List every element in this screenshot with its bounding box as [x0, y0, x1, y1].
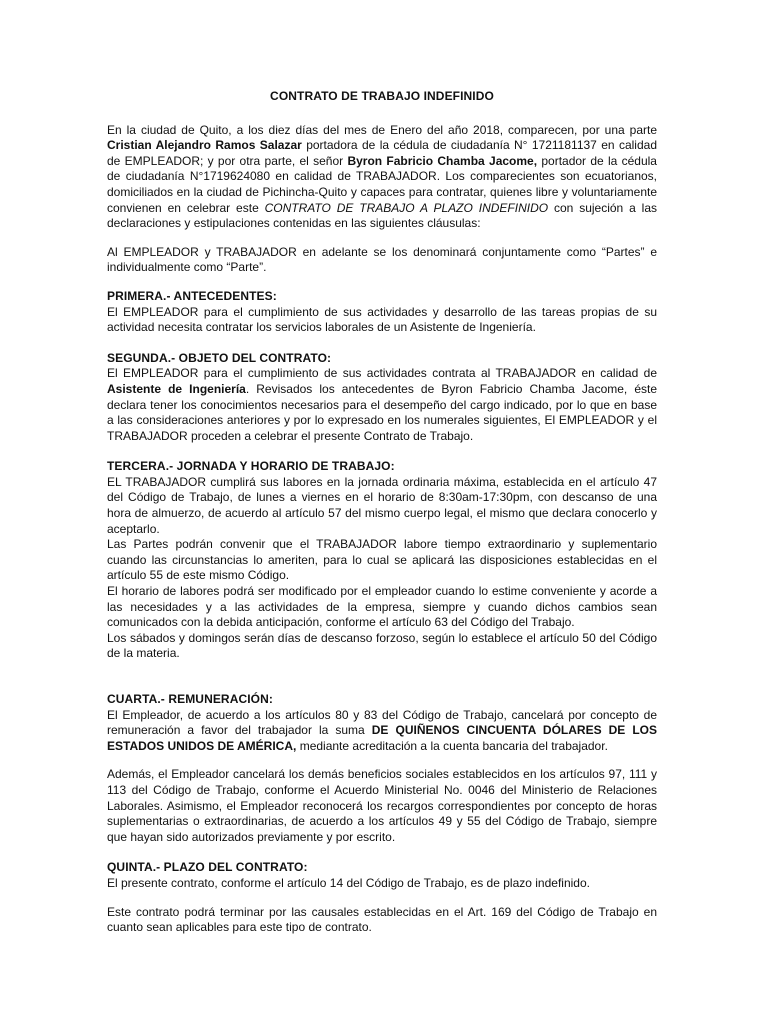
tercera-p2: Las Partes podrán convenir que el TRABAJADOR labore tiempo extraordinario y suplementario cuando las circunstancias lo ameriten, para lo cual se aplicará las disposiciones establecidas en el artículo 55 de este mismo Código.: [107, 537, 657, 583]
document-title: CONTRATO DE TRABAJO INDEFINIDO: [270, 89, 494, 103]
parties-paragraph: Al EMPLEADOR y TRABAJADOR en adelante se los denominará conjuntamente como “Partes” e individualmente como “Parte”.: [107, 244, 657, 275]
heading-tercera: TERCERA.- JORNADA Y HORARIO DE TRABAJO:: [107, 459, 395, 474]
quinta-p2: Este contrato podrá terminar por las causales establecidas en el Art. 169 del Código de Trabajo en cuanto sean aplicables para este tipo de contrato.: [107, 904, 657, 935]
cuarta-p2: Además, el Empleador cancelará los demás beneficios sociales establecidos en los artículos 97, 111 y 113 del Código de Trabajo, conforme el Acuerdo Ministerial No. 0046 del Ministerio de Relaciones Laborales. Asimismo, el Empleador reconocerá los recargos correspondientes por concepto de horas suplementarias o extraordinarias, de acuerdo a los artículos 49 y 55 del Código de Trabajo, siempre que hayan sido autorizados previamente y por escrito.: [107, 767, 657, 844]
intro-text-4: con sujeción a las declaraciones y estipulaciones contenidas en las siguientes cláusulas:: [107, 200, 657, 231]
segunda-text-2: . Revisados los antecedentes de Byron Fabricio Chamba Jacome, éste declara tener los conocimientos necesarios para el desempeño del cargo indicado, por lo que en base a las consideraciones anteriores y por lo expresado en los numerales siguientes, El EMPLEADOR y el TRABAJADOR proceden a celebrar el presente Contrato de Trabajo.: [107, 381, 658, 443]
tercera-p1: EL TRABAJADOR cumplirá sus labores en la jornada ordinaria máxima, establecida en el artículo 47 del Código de Trabajo, de lunes a viernes en el horario de 8:30am-17:30pm, con descanso de una hora de almuerzo, de acuerdo al artículo 57 del mismo cuerpo legal, el mismo que declara conocerlo y aceptarlo.: [107, 474, 657, 536]
heading-segunda: SEGUNDA.- OBJETO DEL CONTRATO:: [107, 350, 332, 365]
heading-quinta: QUINTA.- PLAZO DEL CONTRATO:: [107, 860, 308, 875]
employer-name: Cristian Alejandro Ramos Salazar: [107, 138, 302, 153]
position-name: Asistente de Ingeniería: [107, 381, 246, 396]
intro-text-2: portadora de la cédula de ciudadanía N° 1721181137 en calidad de EMPLEADOR; y por otra parte, el señor: [107, 138, 657, 168]
section-quinta: [107, 860, 657, 935]
cuarta-text-2: mediante acreditación a la cuenta bancaria del trabajador.: [296, 738, 608, 753]
section-segunda: [107, 351, 657, 445]
cuarta-text-1: El Empleador, de acuerdo a los artículos 80 y 83 del Código de Trabajo, cancelará por concepto de remuneración a favor del trabajador la suma: [107, 707, 657, 738]
quinta-p1: El presente contrato, conforme el artículo 14 del Código de Trabajo, es de plazo indefinido.: [107, 875, 590, 890]
intro-paragraph: [107, 123, 657, 232]
tercera-p4: Los sábados y domingos serán días de descanso forzoso, según lo establece el artículo 50 del Código de la materia.: [107, 630, 657, 661]
intro-text-3: portador de la cédula de ciudadanía N°1719624080 en calidad de TRABAJADOR. Los comparecientes son ecuatorianos, domiciliados en la ciudad de Pichincha-Quito y capaces para contratar, quienes libre y voluntariamente convienen en celebrar este: [107, 153, 657, 215]
tercera-p3: El horario de labores podrá ser modificado por el empleador cuando lo estime conveniente y acorde a las necesidades y a las actividades de la empresa, siempre y cuando dichos cambios sean comunicados con la debida anticipación, conforme el artículo 63 del Código del Trabajo.: [107, 584, 657, 630]
cuarta-p1: [107, 708, 657, 755]
contract-type: CONTRATO DE TRABAJO A PLAZO INDEFINIDO: [264, 200, 549, 215]
heading-cuarta: CUARTA.- REMUNERACIÓN:: [107, 692, 273, 706]
worker-name: Byron Fabricio Chamba Jacome,: [347, 153, 538, 168]
salary-amount: DE QUIÑENOS CINCUENTA DÓLARES DE LOS ESTADOS UNIDOS DE AMÉRICA,: [107, 723, 657, 753]
section-cuarta: [107, 692, 657, 845]
section-tercera: [107, 459, 657, 662]
segunda-text-1: El EMPLEADOR para el cumplimiento de sus actividades contrata al TRABAJADOR en calidad de: [107, 366, 657, 381]
primera-text: El EMPLEADOR para el cumplimiento de sus actividades y desarrollo de las tareas propias de su actividad necesita contratar los servicios laborales de un Asistente de Ingeniería.: [107, 304, 657, 335]
section-primera: [107, 289, 657, 336]
heading-primera: PRIMERA.- ANTECEDENTES:: [107, 288, 277, 303]
intro-text-1: En la ciudad de Quito, a los diez días del mes de Enero del año 2018, comparecen, por una parte: [107, 122, 657, 137]
segunda-text: [107, 366, 657, 444]
